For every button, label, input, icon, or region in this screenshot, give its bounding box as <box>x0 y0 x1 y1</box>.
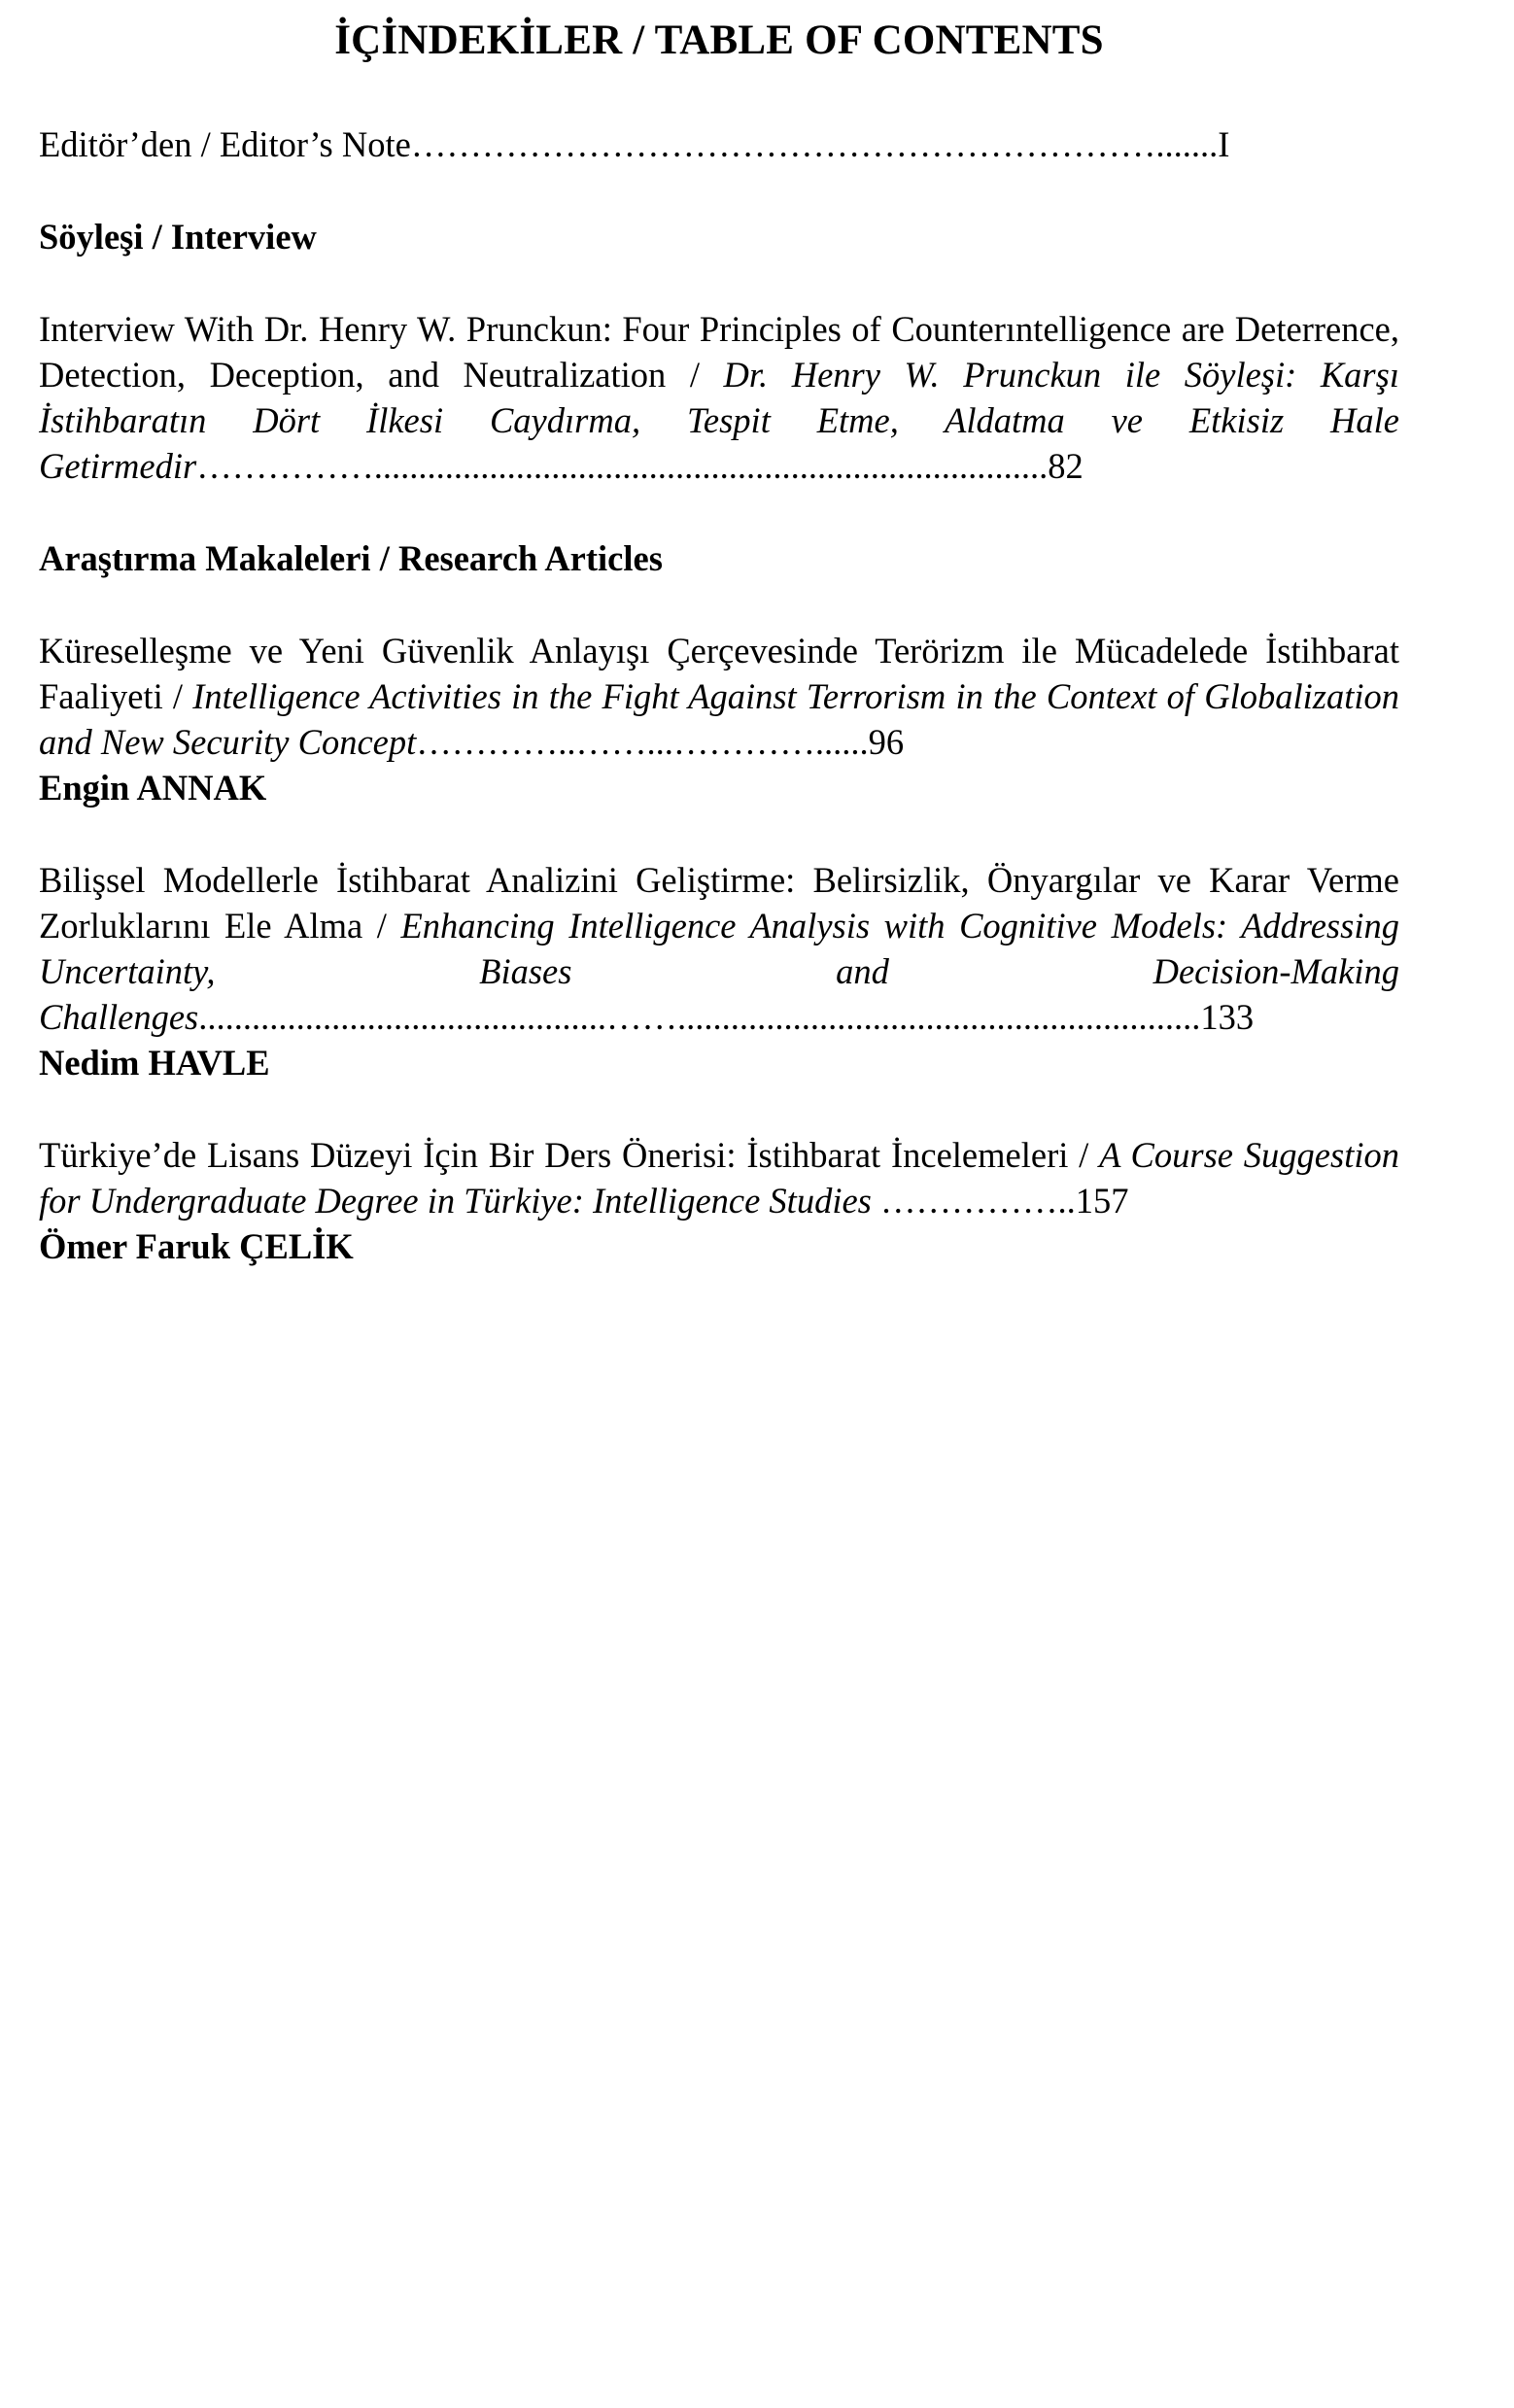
toc-entry-title <box>39 857 1399 1040</box>
toc-entry-title-tr: Bilişsel Modellerle İstihbarat Analizini Geliştirme: Belirsizlik, Önyargılar ve Karar Verme Zorluklarını Ele Alma / <box>39 860 1399 946</box>
toc-entry-title-en: Enhancing Intelligence Analysis with Cognitive Models: Addressing Uncertainty, Biases and Decision-Making Challenges <box>39 906 1399 1037</box>
toc-entry-title-tr: Interview With Dr. Henry W. Prunckun: Four Principles of Counterıntelligence are Deterrence, Detection, Deception, and Neutralization / <box>39 309 1399 395</box>
toc-entry-page-leader: …………..……...…………......96 <box>416 722 905 762</box>
toc-entry-title-tr: Küreselleşme ve Yeni Güvenlik Anlayışı Çerçevesinde Terörizm ile Mücadelede İstihbarat Faaliyeti / <box>39 631 1399 716</box>
toc-entry-author: Ömer Faruk ÇELİK <box>39 1226 354 1266</box>
table-of-contents-page <box>39 0 1399 1269</box>
toc-entry-interview[interactable] <box>39 306 1399 489</box>
toc-entry-editor-note[interactable]: Editör’den / Editor’s Note……………………………………………………….......I <box>39 124 1230 164</box>
toc-entry-page-leader: ……………..157 <box>871 1181 1129 1221</box>
toc-entry-title <box>39 1132 1399 1223</box>
section-heading-interview: Söyleşi / Interview <box>39 217 317 257</box>
toc-entry-page-leader: ..............................................……...........................................................133 <box>198 997 1255 1037</box>
toc-entry-title <box>39 306 1399 489</box>
page-title: İÇİNDEKİLER / TABLE OF CONTENTS <box>334 17 1104 63</box>
toc-entry-article-1[interactable] <box>39 628 1399 810</box>
toc-entry-title-en: A Course Suggestion for Undergraduate Degree in Türkiye: Intelligence Studies <box>39 1135 1399 1221</box>
section-heading-research-articles: Araştırma Makaleleri / Research Articles <box>39 538 663 578</box>
toc-entry-article-2[interactable] <box>39 857 1399 1085</box>
toc-entry-title-tr: Türkiye’de Lisans Düzeyi İçin Bir Ders Önerisi: İstihbarat İncelemeleri / <box>39 1135 1100 1175</box>
toc-entry-author: Nedim HAVLE <box>39 1043 270 1083</box>
toc-entry-title-en: Intelligence Activities in the Fight Against Terrorism in the Context of Globalization and New Security Concept <box>39 676 1399 762</box>
toc-entry-title-en: Dr. Henry W. Prunckun ile Söyleşi: Karşı İstihbaratın Dört İlkesi Caydırma, Tespit Etme, Aldatma ve Etkisiz Hale Getirmedir <box>39 355 1399 486</box>
toc-entry-author: Engin ANNAK <box>39 768 267 808</box>
toc-entry-title <box>39 628 1399 765</box>
toc-entry-article-3[interactable] <box>39 1132 1399 1269</box>
toc-entry-page-leader: ……………............................................................................82 <box>196 446 1084 486</box>
